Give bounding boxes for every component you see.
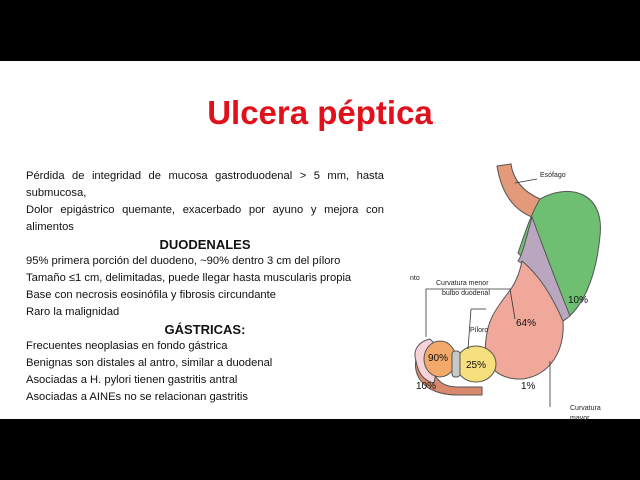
list-item: Asociadas a H. pylori tienen gastritis antral	[26, 374, 238, 386]
stomach-diagram	[400, 161, 640, 422]
esophagus-shape	[497, 164, 540, 217]
slide-title: Ulcera péptica	[207, 94, 433, 131]
pct-duodenum: 10%	[416, 381, 437, 392]
list-item: Benignas son distales al antro, similar a duodenal	[26, 357, 273, 369]
label-mayor: mayor	[570, 415, 590, 422]
list-item: Tamaño ≤1 cm, delimitadas, puede llegar hasta muscularis propia	[26, 272, 352, 284]
list-item: Base con necrosis eosinófila y fibrosis circundante	[26, 289, 276, 301]
label-bulbo-duodenal: bulbo duodenal	[442, 290, 490, 297]
label-piloro: Píloro	[470, 327, 489, 334]
list-item: 95% primera porción del duodeno, ~90% dentro 3 cm del píloro	[26, 255, 341, 267]
stomach-illustration	[400, 161, 640, 422]
intro-line: Pérdida de integridad de mucosa gastroduodenal > 5 mm, hasta submucosa,	[26, 170, 384, 199]
list-item: Frecuentes neoplasias en fondo gástrica	[26, 340, 228, 352]
intro-line: Dolor epigástrico quemante, exacerbado por ayuno y mejora con alimentos	[26, 204, 384, 233]
pct-lesser-curvature: 64%	[516, 318, 537, 329]
pct-bulb: 90%	[428, 353, 449, 364]
pylorus-ring	[452, 351, 460, 377]
pct-antrum: 1%	[521, 381, 536, 392]
section-heading-gastricas: GÁSTRICAS:	[164, 322, 246, 337]
list-item: Asociadas a AINEs no se relacionan gastritis	[26, 391, 249, 403]
pct-fundus: 10%	[568, 295, 589, 306]
label-esofago: Esófago	[540, 172, 566, 179]
slide	[0, 61, 640, 422]
label-curvatura-menor: Curvatura menor	[436, 280, 489, 287]
body-text	[26, 168, 384, 406]
pct-pylorus: 25%	[466, 360, 487, 371]
label-curvatura: Curvatura	[570, 405, 601, 412]
list-item: Raro la malignidad	[26, 306, 120, 318]
section-heading-duodenales: DUODENALES	[159, 237, 251, 252]
label-cut-off: nto	[410, 275, 420, 282]
